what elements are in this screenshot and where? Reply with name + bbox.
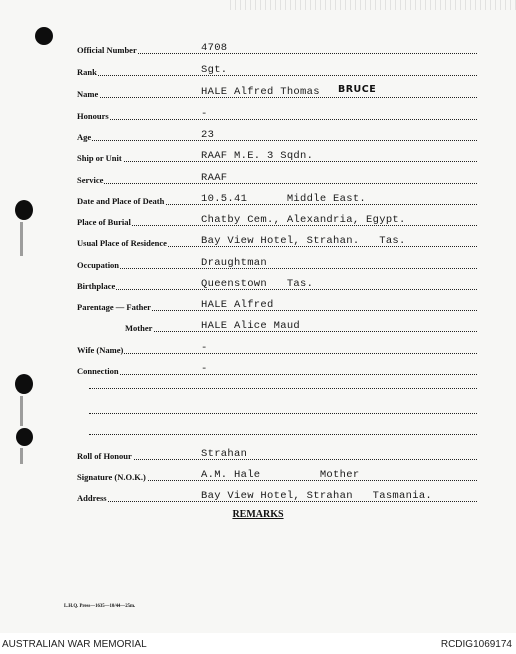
dotted-line (77, 374, 477, 375)
dotted-line (77, 459, 477, 460)
field-value: RAAF (201, 172, 228, 184)
dotted-line (125, 331, 477, 332)
field-value: Bay View Hotel, Strahan Tasmania. (201, 490, 433, 502)
dotted-line (77, 268, 477, 269)
field-birthplace (77, 276, 477, 292)
field-label: Age (77, 132, 92, 142)
field-honours (77, 106, 477, 122)
field-value: - (201, 108, 208, 120)
field-value: 10.5.41 Middle East. (201, 193, 367, 205)
field-label: Address (77, 493, 107, 503)
field-label: Honours (77, 111, 109, 121)
punch-hole (35, 27, 53, 45)
field-value: Strahan (201, 448, 248, 460)
field-connection (77, 361, 477, 377)
handwritten-annotation: BRUCE (338, 84, 377, 95)
blank-line (89, 434, 477, 435)
field-value: HALE Alfred Thomas (201, 86, 320, 98)
field-wife (77, 340, 477, 356)
field-address (77, 488, 477, 504)
dotted-line (77, 75, 477, 76)
field-value: RAAF M.E. 3 Sqdn. (201, 150, 314, 162)
dotted-line (77, 353, 477, 354)
blank-line (89, 413, 477, 414)
field-roll-of-honour (77, 446, 477, 462)
field-label: Ship or Unit (77, 153, 122, 163)
field-value: Sgt. (201, 64, 228, 76)
field-value: - (201, 363, 208, 375)
field-label: Connection (77, 366, 119, 376)
field-value: HALE Alfred (201, 299, 274, 311)
field-value: Queenstown Tas. (201, 278, 314, 290)
field-name (77, 84, 477, 100)
field-value: Chatby Cem., Alexandria, Egypt. (201, 214, 406, 226)
field-label: Birthplace (77, 281, 116, 291)
punch-hole (15, 200, 33, 220)
field-place-of-burial (77, 212, 477, 228)
field-ship-or-unit (77, 148, 477, 164)
field-label: Date and Place of Death (77, 196, 165, 206)
field-date-place-of-death (77, 191, 477, 207)
field-value: - (201, 342, 208, 354)
field-label: Wife (Name) (77, 345, 124, 355)
archive-footer (0, 636, 516, 654)
field-label: Parentage — Father (77, 302, 151, 312)
field-label: Official Number (77, 45, 137, 55)
field-label: Mother (125, 323, 153, 333)
field-service (77, 170, 477, 186)
record-id: RCDIG1069174 (440, 639, 512, 650)
field-rank (77, 62, 477, 78)
punch-hole (15, 374, 33, 394)
dotted-line (77, 140, 477, 141)
institution-label: AUSTRALIAN WAR MEMORIAL (2, 639, 147, 650)
remarks-heading: REMARKS (232, 509, 284, 520)
scan-edge (230, 0, 516, 10)
punch-hole (16, 428, 33, 446)
blank-line (89, 388, 477, 389)
field-usual-residence (77, 233, 477, 249)
field-occupation (77, 255, 477, 271)
printer-note: L.H.Q. Press—1635—10/44—25m. (64, 604, 136, 609)
field-age (77, 127, 477, 143)
field-label: Service (77, 175, 104, 185)
field-value: 23 (201, 129, 215, 141)
field-value: 4708 (201, 42, 228, 54)
field-label: Name (77, 89, 99, 99)
field-mother (77, 318, 477, 334)
field-official-number (77, 40, 477, 56)
field-value: Draughtman (201, 257, 268, 269)
field-label: Roll of Honour (77, 451, 132, 461)
field-father (77, 297, 477, 313)
scan-mark (20, 396, 23, 426)
field-value: A.M. Hale Mother (201, 469, 360, 481)
field-label: Signature (N.O.K.) (77, 472, 146, 482)
field-label: Occupation (77, 260, 120, 270)
dotted-line (77, 183, 477, 184)
field-signature-nok (77, 467, 477, 483)
field-label: Place of Burial (77, 217, 131, 227)
field-label: Rank (77, 67, 97, 77)
scan-mark (20, 448, 23, 464)
dotted-line (77, 119, 477, 120)
field-value: HALE Alice Maud (201, 320, 301, 332)
scan-mark (20, 222, 23, 256)
field-value: Bay View Hotel, Strahan. Tas. (201, 235, 406, 247)
field-label: Usual Place of Residence (77, 238, 167, 248)
